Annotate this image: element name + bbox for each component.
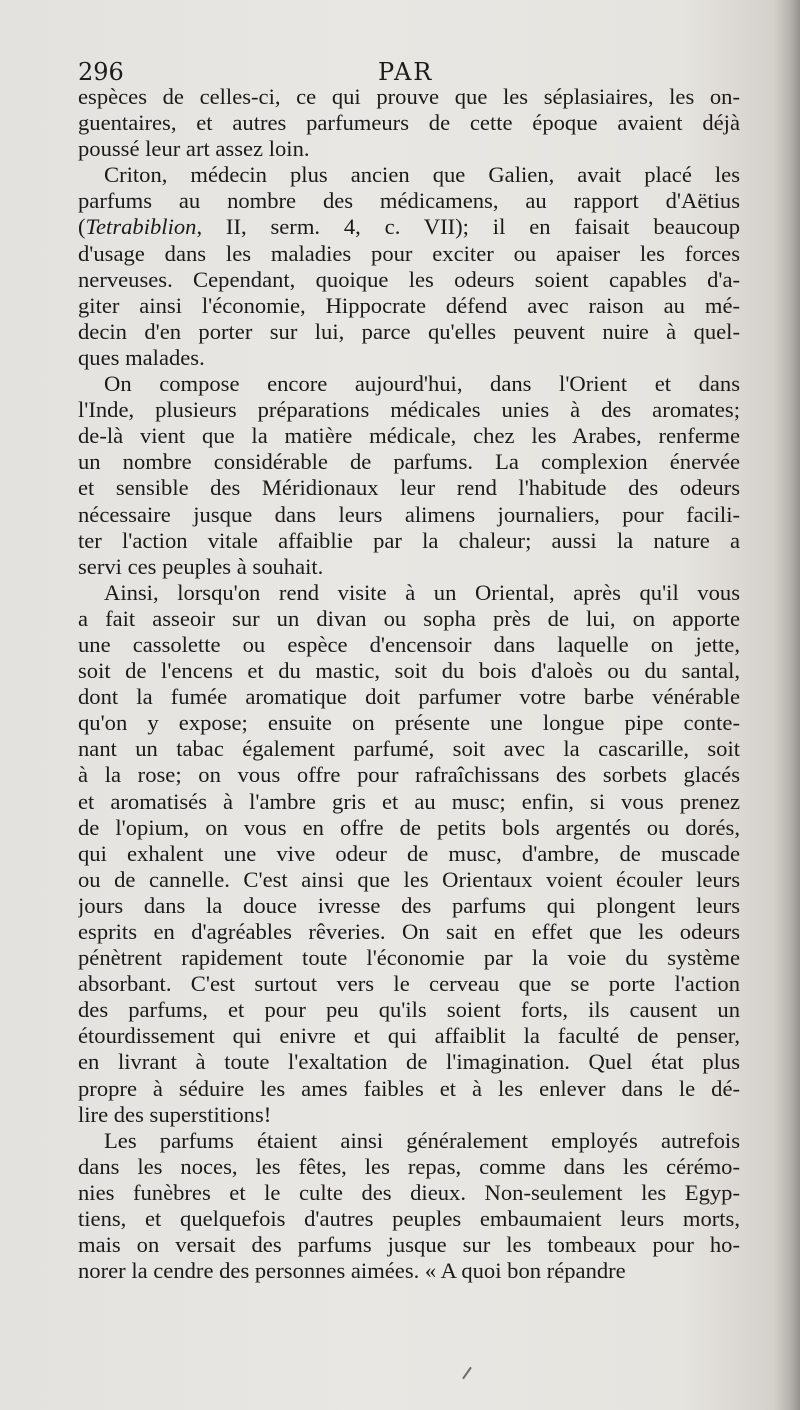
text-line: d'usage dans les maladies pour exciter ou apaiser les forces (78, 240, 740, 266)
text-line: pénètrent rapidement toute l'économie par la voie du système (78, 945, 740, 971)
text-line: et aromatisés à l'ambre gris et au musc; enfin, si vous prenez (78, 788, 740, 814)
text-line: de-là vient que la matière médicale, chez les Arabes, renferme (78, 423, 740, 449)
paragraph (78, 162, 740, 371)
text-line: esprits en d'agréables rêveries. On sait en effet que les odeurs (78, 919, 740, 944)
text-line: et sensible des Méridionaux leur rend l'habitude des odeurs (78, 475, 740, 501)
text-line: qui exhalent une vive odeur de musc, d'ambre, de muscade (78, 840, 740, 866)
paragraph (78, 1128, 740, 1285)
text-line: poussé leur art assez loin. (78, 136, 310, 162)
text-line: absorbant. C'est surtout vers le cerveau que se porte l'action (78, 971, 740, 997)
text-line: norer la cendre des personnes aimées. « A quoi bon répandre (78, 1258, 626, 1284)
text-line: mais on versait des parfums jusque sur les tombeaux pour ho- (78, 1232, 740, 1258)
paragraph (78, 580, 740, 1128)
text-line: dont la fumée aromatique doit parfumer votre barbe vénérable (78, 684, 740, 710)
text-line: (Tetrabiblion, II, serm. 4, c. VII); il en faisait beaucoup (78, 214, 740, 240)
text-line: dans les noces, les fêtes, les repas, comme dans les cérémo- (78, 1153, 740, 1179)
paragraph (78, 371, 740, 580)
text-line: servi ces peuples à souhait. (78, 553, 324, 579)
text-line: Les parfums étaient ainsi généralement employés autrefois (104, 1127, 740, 1153)
stray-pen-mark (462, 1367, 472, 1380)
text-line: ou de cannelle. C'est ainsi que les Orientaux voient écouler leurs (78, 866, 740, 892)
text-line: espèces de celles-ci, ce qui prouve que les séplasiaires, les on- (78, 84, 740, 109)
running-head: PAR (378, 58, 434, 86)
text-line: l'Inde, plusieurs préparations médicales unies à des aromates; (78, 397, 740, 423)
text-line: propre à séduire les ames faibles et à les enlever dans le dé- (78, 1075, 740, 1101)
text-line: On compose encore aujourd'hui, dans l'Orient et dans (104, 371, 740, 397)
text-line: une cassolette ou espèce d'encensoir dans laquelle on jette, (78, 631, 740, 657)
text-line: guentaires, et autres parfumeurs de cette époque avaient déjà (78, 110, 740, 136)
text-line: un nombre considérable de parfums. La complexion énervée (78, 449, 740, 475)
text-line: decin d'en porter sur lui, parce qu'elles peuvent nuire à quel- (78, 318, 740, 344)
text-line: parfums au nombre des médicamens, au rapport d'Aëtius (78, 188, 740, 214)
text-line: a fait asseoir sur un divan ou sopha près de lui, on apporte (78, 605, 740, 631)
text-line: ter l'action vitale affaiblie par la chaleur; aussi la nature a (78, 527, 740, 553)
text-line: lire des superstitions! (78, 1101, 272, 1127)
text-line: jours dans la douce ivresse des parfums qui plongent leurs (78, 892, 740, 918)
text-line: nerveuses. Cependant, quoique les odeurs soient capables d'a- (78, 266, 740, 292)
text-line: ques malades. (78, 344, 205, 370)
text-line: qu'on y expose; ensuite on présente une longue pipe conte- (78, 710, 740, 736)
text-line: nies funèbres et le culte des dieux. Non-seulement les Egyp- (78, 1179, 740, 1205)
text-line: nécessaire jusque dans leurs alimens journaliers, pour facili- (78, 501, 740, 527)
text-line: Ainsi, lorsqu'on rend visite à un Oriental, après qu'il vous (104, 579, 740, 605)
paragraph (78, 84, 740, 162)
text-line: Criton, médecin plus ancien que Galien, avait placé les (104, 162, 740, 188)
text-line: giter ainsi l'économie, Hippocrate défend avec raison au mé- (78, 292, 740, 318)
text-line: nant un tabac également parfumé, soit avec la cascarille, soit (78, 736, 740, 762)
page-edge-shadow (774, 0, 800, 1410)
text-line: à la rose; on vous offre pour rafraîchissans des sorbets glacés (78, 762, 740, 788)
text-line: étourdissement qui enivre et qui affaiblit la faculté de penser, (78, 1023, 740, 1049)
page-number: 296 (78, 58, 124, 86)
cited-title: Tetrabiblion (85, 214, 197, 240)
text-line: tiens, et quelquefois d'autres peuples embaumaient leurs morts, (78, 1206, 740, 1232)
text-line: de l'opium, on vous en offre de petits bols argentés ou dorés, (78, 814, 740, 840)
text-line: en livrant à toute l'exaltation de l'imagination. Quel état plus (78, 1049, 740, 1075)
text-line: des parfums, et pour peu qu'ils soient forts, ils causent un (78, 997, 740, 1023)
text-line: soit de l'encens et du mastic, soit du bois d'aloès ou du santal, (78, 658, 740, 684)
body-text (78, 84, 740, 1284)
